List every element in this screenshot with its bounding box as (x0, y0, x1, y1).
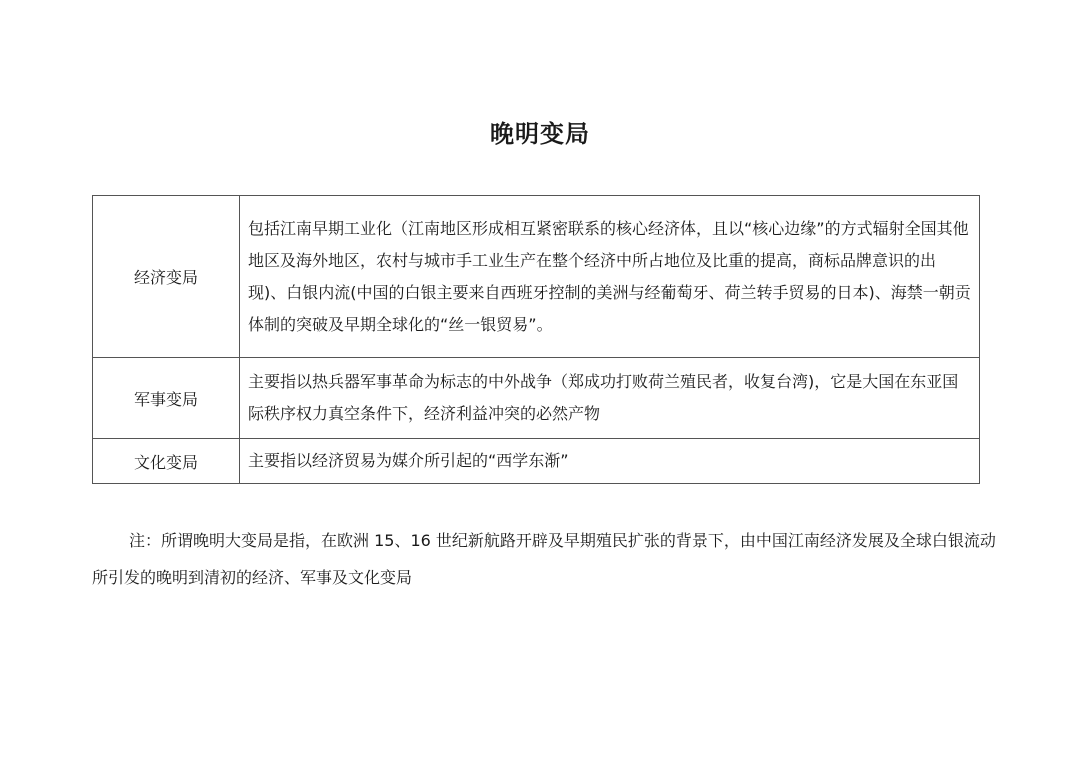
table-row (93, 358, 980, 439)
row-category-economy: 经济变局 (93, 196, 240, 358)
row-description-economy: 包括江南早期工业化（江南地区形成相互紧密联系的核心经济体，且以“核心边缘”的方式辐射全国其他地区及海外地区，农村与城市手工业生产在整个经济中所占地位及比重的提高，商标品牌意识的出现)、白银内流(中国的白银主要来自西班牙控制的美洲与经葡萄牙、荷兰转手贸易的日本)、海禁一朝贡体制的突破及早期全球化的“丝一银贸易”。 (240, 196, 980, 358)
row-description-military: 主要指以热兵器军事革命为标志的中外战争（郑成功打败荷兰殖民者，收复台湾)，它是大国在东亚国际秩序权力真空条件下，经济利益冲突的必然产物 (240, 358, 980, 439)
content-table (92, 195, 980, 484)
row-description-culture: 主要指以经济贸易为媒介所引起的“西学东渐” (240, 439, 980, 484)
row-category-military: 军事变局 (93, 358, 240, 439)
table-row (93, 196, 980, 358)
table-row (93, 439, 980, 484)
page-title: 晚明变局 (490, 120, 590, 148)
footnote: 注：所谓晚明大变局是指，在欧洲 15、16 世纪新航路开辟及早期殖民扩张的背景下，由中国江南经济发展及全球白银流动所引发的晚明到清初的经济、军事及文化变局 (92, 531, 996, 587)
row-category-culture: 文化变局 (93, 439, 240, 484)
